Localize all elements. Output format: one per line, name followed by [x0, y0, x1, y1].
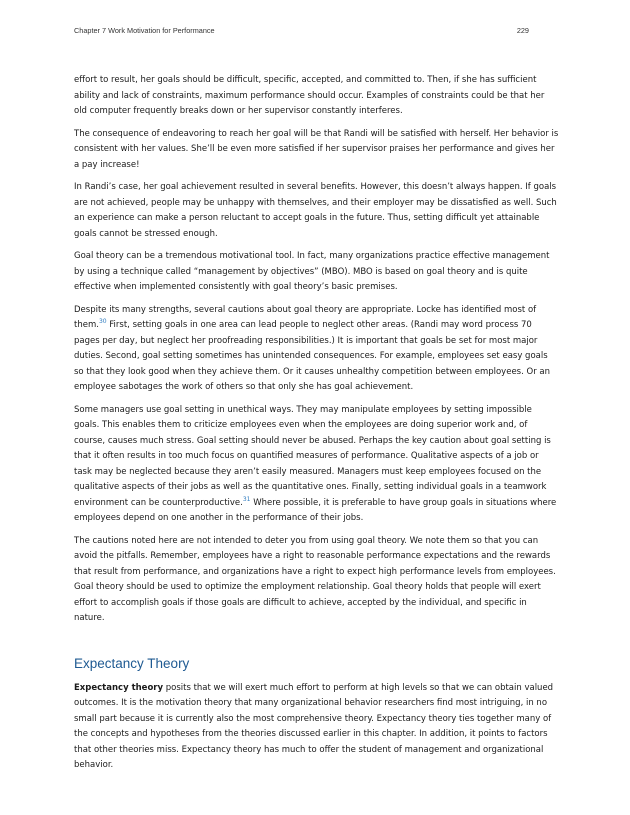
paragraph: The cautions noted here are not intended to deter you from using goal theory. We note them so that you can avoid the pitfalls. Remember, employees have a right to reasonable performance expectations and the rewards that result from performance, and organizations have a right to expect high performance levels from employees. Goal theory should be used to optimize the employment relationship. Goal theory holds that people will exert effort to accomplish goals if those goals are difficult to achieve, accepted by the individual, and specific in nature.: [74, 535, 556, 623]
paragraph-text: Some managers use goal setting in unethical ways. They may manipulate employees by setting impossible goals. This enables them to criticize employees even when the employees are doing superior work and, of course, causes much stress. Goal setting should never be abused. Perhaps the key caution about goal setting is that it often results in too much focus on quantified measures of performance. Qualitative aspects of a job or task may be neglected because they aren’t easily measured. Managers must keep employees focused on the qualitative aspects of their jobs as well as the quantitative ones. Finally, setting individual goals in a teamwork environment can be counterproductive.: [74, 404, 551, 508]
paragraph: [74, 681, 559, 774]
chapter-title: Chapter 7 Work Motivation for Performance: [74, 26, 215, 35]
paragraph: The consequence of endeavoring to reach her goal will be that Randi will be satisfied with herself. Her behavior is consistent with her values. She’ll be even more satisfied if her supervisor praises her performance and gives her a pay increase!: [74, 128, 559, 170]
paragraph: [74, 303, 559, 396]
section-heading: Expectancy Theory: [74, 655, 190, 671]
paragraph-text: posits that we will exert much effort to perform at high levels so that we can obtain valued outcomes. It is the motivation theory that many organizational behavior researchers find most intriguing, in no small part because it is currently also the most comprehensive theory. Expectancy theory ties together many of the concepts and hypotheses from the theories discussed earlier in this chapter. In addition, it points to factors that other theories miss. Expectancy theory has much to offer the student of management and organizational behavior.: [74, 682, 554, 770]
page-number: 229: [516, 26, 529, 35]
paragraph: In Randi’s case, her goal achievement resulted in several benefits. However, this doesn’t always happen. If goals are not achieved, people may be unhappy with themselves, and their employer may be dissatisfied as well. Such an experience can make a person reluctant to accept goals in the future. Thus, setting difficult yet attainable goals cannot be stressed enough.: [74, 182, 557, 239]
paragraph-text: Where possible, it is preferable to have group goals in situations where employees depend on one another in the performance of their jobs.: [74, 497, 557, 523]
paragraph-text: Despite its many strengths, several cautions about goal theory are appropriate. Locke has identified most of them.: [74, 304, 537, 330]
paragraph: Goal theory can be a tremendous motivational tool. In fact, many organizations practice effective management by using a technique called “management by objectives” (MBO). MBO is based on goal theory and is quite effective when implemented consistently with goal theory’s basic premises.: [74, 251, 550, 292]
key-term: Expectancy theory: [74, 682, 164, 693]
paragraph-text: First, setting goals in one area can lead people to neglect other areas. (Randi may word process 70 pages per day, but neglect her proofreading responsibilities.) It is important that goals be set for most major duties. Second, goal setting sometimes has unintended consequences. For example, employees set easy goals so that they look good when they achieve them. Or it causes unhealthy competition between employees. Or an employee sabotages the work of others so that only she has goal achievement.: [74, 320, 550, 392]
footnote-ref[interactable]: 31: [242, 495, 251, 503]
body-text: [74, 73, 559, 781]
paragraph: effort to result, her goals should be difficult, specific, accepted, and committed to. Then, if she has sufficient ability and lack of constraints, maximum performance should occur. Examples of constraints could be that her old computer frequently breaks down or her supervisor constantly interferes.: [74, 75, 545, 116]
running-header: [74, 26, 529, 35]
paragraph: [74, 403, 559, 527]
footnote-ref[interactable]: 30: [98, 318, 107, 326]
